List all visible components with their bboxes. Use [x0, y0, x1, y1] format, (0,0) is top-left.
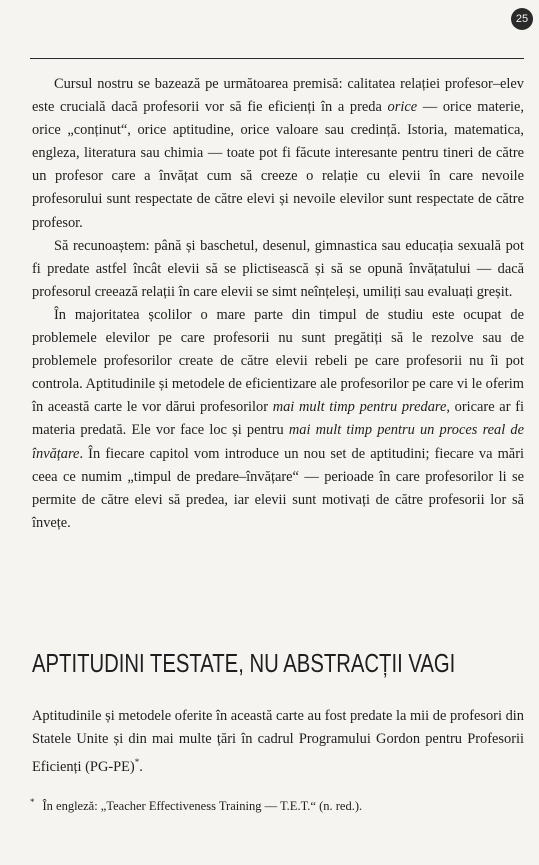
header-rule: [30, 58, 524, 59]
body-text: [32, 73, 524, 535]
section-paragraph: [32, 705, 524, 779]
section-paragraph-text: Aptitudinile și metodele oferite în această carte au fost predate la mii de profesori din Statele Unite și din mai multe țări în cadrul Programului Gordon pentru Profesorii Eficienți (PG-PE): [32, 708, 524, 775]
footnote: [30, 793, 524, 815]
paragraph-1: [32, 73, 524, 235]
footnote-marker: *: [30, 797, 35, 807]
section-paragraph-end: .: [139, 758, 143, 775]
paragraph-3-emphasis-2: mai mult timp pentru un proces real de învățare: [32, 422, 524, 462]
paragraph-3-part-c: . În fiecare capitol vom introduce un nou set de aptitudini; fiecare va mări ceea ce numim „timpul de predare–învățare“ — perioade în care profesorilor li se permite de către elevi să predea, iar elevii sunt motivați de către profesorii lor să învețe.: [32, 445, 524, 531]
page-number: 25: [511, 8, 533, 30]
footnote-reference[interactable]: *: [134, 757, 140, 768]
paragraph-3-part-b: , oricare ar fi materia predată. Ele vor face loc și pentru: [32, 399, 524, 439]
paragraph-1-emphasis: orice: [387, 99, 418, 116]
paragraph-1-part-a: Cursul nostru se bazează pe următoarea premisă: calitatea relației profesor–elev este crucială dacă profesorii vor să fie eficienți în a preda: [32, 76, 524, 116]
section-text: [32, 705, 524, 779]
paragraph-3-emphasis-1: mai mult timp pentru predare: [272, 399, 447, 416]
section-heading: APTITUDINI TESTATE, NU ABSTRACȚII VAGI: [32, 647, 456, 678]
paragraph-2: Să recunoaștem: până și baschetul, desenul, gimnastica sau educația sexuală pot fi predate astfel încât elevii să se plictisească și să se opună învățatului — dacă profesorul creează relații în care elevii se simt neînțeleși, umiliți sau evaluați greșit.: [32, 237, 524, 300]
paragraph-1-part-b: — orice materie, orice „conținut“, orice aptitudine, orice valoare sau credință. Istoria, matematica, engleza, literatura sau chimia — toate pot fi făcute interesante pentru tineri de către un profesor care a învățat cum să creeze o relație cu elevii în care nevoile profesorului sunt respectate de către elevi și nevoile elevilor sunt respectate de către profesor.: [32, 99, 525, 231]
paragraph-3: [32, 304, 524, 535]
paragraph-3-part-a: În majoritatea școlilor o mare parte din timpul de studiu este ocupat de problemele elevilor pe care profesorii nu sunt pregătiți să le rezolve sau de problemele profesorilor create de către elevii rebeli pe care profesorii nu îi pot controla. Aptitudinile și metodele de eficientizare ale profesorilor pe care vi le oferim în această carte le vor dărui profesorilor: [32, 306, 524, 416]
footnote-text: În engleză: „Teacher Effectiveness Training — T.E.T.“ (n. red.).: [42, 799, 363, 814]
